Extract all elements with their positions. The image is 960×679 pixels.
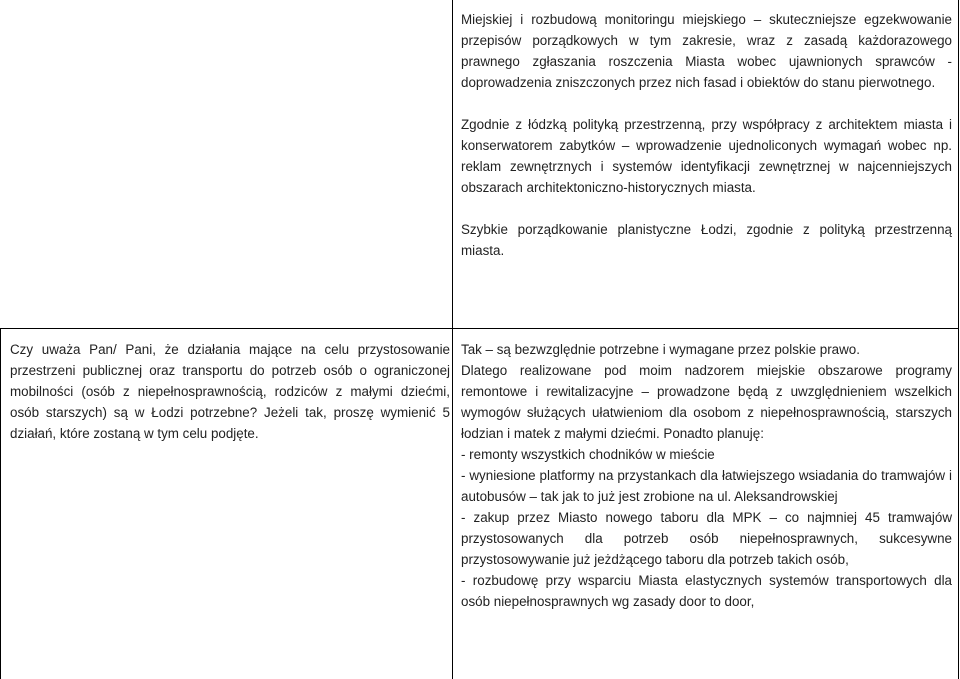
row1-answer-cell [461,9,952,261]
answer-paragraph: Miejskiej i rozbudową monitoringu miejskiego – skuteczniejsze egzekwowanie przepisów porządkowych w tym zakresie, wraz z zasadą każdorazowego prawnego zgłaszania roszczenia Miasta wobec ujawnionych sprawców - doprowadzenia zniszczonych przez nich fasad i obiektów do stanu pierwotnego. [461,12,952,90]
row2-question-cell [10,339,450,444]
answer-paragraph: Szybkie porządkowanie planistyczne Łodzi, zgodnie z polityką przestrzenną miasta. [461,222,952,258]
table-border-right [958,0,959,679]
answer-paragraph: Tak – są bezwzględnie potrzebne i wymagane przez polskie prawo. [461,342,860,357]
table-border-left [0,328,1,679]
row2-answer-cell [461,339,952,612]
answer-list-item: - remonty wszystkich chodników w mieście [461,447,715,462]
answer-paragraph: Dlatego realizowane pod moim nadzorem miejskie obszarowe programy remontowe i rewitalizacyjne – prowadzone będą z uwzględnieniem wszelkich wymogów służących ułatwieniom dla osobom z niepełnosprawnością, starszych łodzian i matek z małymi dziećmi. Ponadto planuję: [461,363,952,441]
answer-list-item: - wyniesione platformy na przystankach dla łatwiejszego wsiadania do tramwajów i autobusów – tak jak to już jest zrobione na ul. Aleksandrowskiej [461,468,952,504]
question-text: Czy uważa Pan/ Pani, że działania mające na celu przystosowanie przestrzeni publicznej oraz transportu do potrzeb osób o ograniczonej mobilności (osób z niepełnosprawnością, rodziców z małymi dziećmi, osób starszych) są w Łodzi potrzebne? Jeżeli tak, proszę wymienić 5 działań, które zostaną w tym celu podjęte. [10,342,450,441]
table-row-divider [0,328,959,329]
answer-paragraph: Zgodnie z łódzką polityką przestrzenną, przy współpracy z architektem miasta i konserwatorem zabytków – wprowadzenie ujednoliconych wymagań wobec np. reklam zewnętrznych i systemów identyfikacji zewnętrznej w najcenniejszych obszarach architektoniczno-historycznych miasta. [461,117,952,195]
answer-list-item: - zakup przez Miasto nowego taboru dla MPK – co najmniej 45 tramwajów przystosowanych dla potrzeb osób niepełnosprawnych, sukcesywne przystosowywanie już jeżdżącego taboru dla potrzeb takich osób, [461,510,952,567]
table-column-divider [452,0,453,679]
answer-list-item: - rozbudowę przy wsparciu Miasta elastycznych systemów transportowych dla osób niepełnosprawnych wg zasady door to door, [461,573,952,609]
